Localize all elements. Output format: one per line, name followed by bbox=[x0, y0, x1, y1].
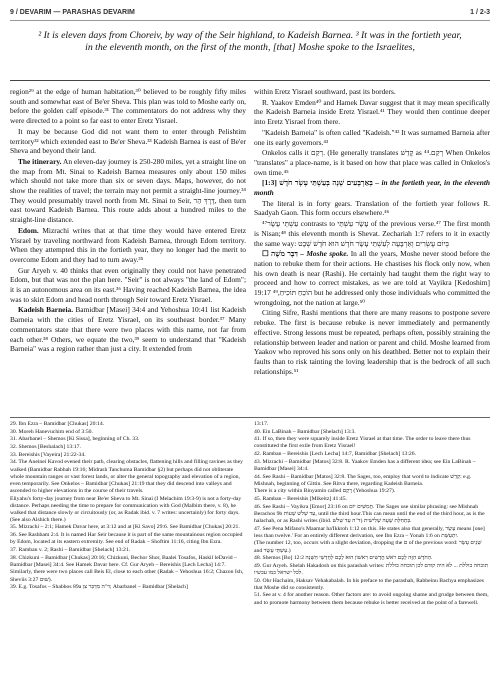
footnotes-left-column bbox=[10, 421, 246, 693]
footnote: 37. Ramban v. 2; Rashi – Bamidbar [Shelach] 13:21. bbox=[10, 546, 131, 553]
footnote: 34. The Aneinei Kavod evened their path, clearing obstacles, flattening hills and filling ravines as they walked (Bamidbar Rabbah 19:16; Midrash Tanchuma Bamidbar §2) but perhaps did not obliterate whole mountain ranges or vast forest lands, or alter the general topography and elevation of a region, even temporarily. See Onkelos – Bamidbar [Chukas] 21:19 that they did descend into valleys and ascended to higher elevations in the course of their travels. bbox=[10, 459, 244, 494]
footnote: 42. Ramban – Bereishis [Lech Lecha] 14:7, Bamidbar [Shelach] 13:26. bbox=[254, 451, 417, 458]
footnote: 39. E.g. Tosafos – Shabbos 89a ד"ה מִדְבַּר צִן; Abarbanel – Bamidbar [Shelach] bbox=[10, 584, 188, 591]
paragraph: It may be because God did not want them to enter through Pelishtim territory³² which extended east to Be'er Sheva.³³ Kadeish Barnea is east of Be'er Sheva and beyond their land. bbox=[10, 126, 246, 156]
paragraph-heading: Edom. bbox=[18, 225, 39, 235]
footnote: 36. See Rashbam 2:4. It is named Har Seir because it is part of the same mountainous region occupied by Edom, located at its eastern extremity. See end of Radak – Shoftim 11:16, citing Ibn Ezra. bbox=[10, 532, 243, 546]
footnote: 30. Moreh Hanevuchim end of 3:50. bbox=[10, 428, 93, 435]
dibbur-hamaschil: ☐ דִּבֶּר מֹשֶׁה – Moshe spoke. In all the years, Moshe never stood before the nation to rebuke them for their actions. He chastises his flock only now, when his own death is near (Rashi). He certainly had taught them the right way to proceed and how to correct mistakes, as we are told at Vayikra [Kedoshim] 19:17 הוֹכֵחַ תּוֹכִיחַ,⁴⁹ but he addressed only those individuals who committed the wrongdoing, not the nation at large.⁵⁰ bbox=[254, 249, 490, 307]
paragraph: עַשְׁתֵּי עָשָׂר⁴⁷ contrasts to עָשָׂר עַשְׁתֵּי of the previous verse.⁴⁷ The first month is Nisan;⁴⁸ this eleventh month is Shevat. Zechariah 1:7 refers to it in exactly the same way: בְּיוֹם עֶשְׂרִים וְאַרְבָּעָה לְעַשְׁתֵּי עָשָׂר חֹדֶשׁ הוּא חֹדֶשׁ שְׁבָט bbox=[254, 219, 490, 248]
footnote: 40. Ein LaBinah – Bamidbar [Shelach] 13:3. bbox=[254, 428, 356, 435]
paragraph: Citing Sifre, Rashi mentions that there are many reasons to postpone severe rebuke. The first is because rebuke is never immediately and permanently effective. Strong lessons must be repeated, perhaps often, possibly straining the relationship between leader and nation or parent and child. Moshe learned from Yaakov who reproved his sons only on his deathbed. Better not to explain their faults than to risk tainting the loving leadership that is the bedrock of all such relationships.⁵¹ bbox=[254, 308, 490, 376]
footnote: 35. Mizrachi – 2:1; Hamek Davar here, at 3:12 and at [Ki Savo] 29:6. See Bamidbar [Chukas] 20:21. bbox=[10, 524, 240, 531]
top-divider bbox=[10, 80, 490, 81]
footnote: 31. Abarbanel – Shemos [Ki Sissa], beginning of Ch. 33. bbox=[10, 436, 140, 443]
footnotes-right-column bbox=[254, 421, 490, 693]
footnote: Eliyahu's forty-day journey from near Be'er Sheva to Mt. Sinai (I Melachim 19:3-9) is not a forty-day distance. Perhaps needing the time to prepare for communication with God (Malbim there, v. 8), he walked that distance slowly or circuitously (or, as Radak ibid. v. 7 writes: uncertainly) for forty days. (See also Alshich there.) bbox=[10, 495, 242, 523]
footnote: 33. Bereishis [Vayeira] 21:22-34. bbox=[10, 451, 86, 458]
footnote: 46. See Rashi – Vayikra [Emor] 23:16 on חֲמִשִּׁים יוֹם. The Sages use similar phrasing: see Mishnah Berachos 9b עַד שְׁלֹשׁ שָׁעוֹת, until the third hour.This can mean until the end of the third hour, as is the halachah, or as Rashi writes (ibid. ד"ה עַד שְׁלֹשׁ) בְּתְחִלַּת שָׁעָה שְׁלִישִׁית. bbox=[254, 503, 485, 524]
paragraph: R. Yaakov Emden⁴⁰ and Hamek Davar suggest that it may mean specifically the Kadeish Barneia inside Eretz Yisrael.⁴¹ They would then continue deeper into Eretz Yisrael from there. bbox=[254, 97, 490, 127]
footnote: (The number 12, too, occurs with a slight deviation, dropping the ם of the previous word: שְׁנֵים עָשָׂר and עַשְׁתֵּי עָשָׂר.) bbox=[254, 540, 482, 554]
footnotes bbox=[10, 421, 490, 693]
dibbur-hamaschil: [1:3] בְּאַרְבָּעִים שָׁנָה בְּעַשְׁתֵּי עָשָׂר חֹדֶשׁ – in the fortieth year, in the eleventh month bbox=[254, 178, 490, 198]
footnote: 50. Ohr Hachaim, Haksav Vehakabalah. In his preface to the parashah, Rabbeinu Bachya emphasizes that Moshe did so consistently. bbox=[254, 577, 484, 591]
paragraph: region²⁹ at the edge of human habitation,³⁰ believed to be roughly fifty miles south and somewhat east of Be'er Sheva. This plan was told to Moshe early on, before the golden calf episode.³¹ The commentators do not address why they were directed to a point so far east to enter Eretz Yisrael. bbox=[10, 87, 246, 126]
paragraph: "Kadeish Barneia" is often called "Kadeish."⁴² It was surnamed Barneia after one its early governors.⁴³ bbox=[254, 127, 490, 147]
footnote: There is a city within Binyamin called רֶקֶם (Yehoshua 19:27). bbox=[254, 488, 396, 495]
page-header bbox=[10, 4, 490, 21]
commentary-left-column bbox=[10, 87, 246, 413]
footnote: 48. Shemos [Bo] 12:2 הַחֹדֶשׁ הַזֶּה לָכֶם רֹאשׁ חֳדָשִׁים רִאשׁוֹן הוּא לָכֶם לְחָדְשֵׁי הַשָּׁנָה. bbox=[254, 555, 433, 562]
paragraph: Gur Aryeh v. 40 thinks that even originally they could not have penetrated Edom, but that was not the plan here. "Seir" is not always "the land of Edom"; it is an autonomous area on its east.³⁶ Having reached Kadeish Barnea, the idea was to skirt Edom and head north through Seir toward Eretz Yisrael. bbox=[10, 265, 246, 304]
paragraph: The literal is in forty gears. Translation of the fortieth year follows R. Saadyah Gaon. This form occurs elsewhere.⁴⁶ bbox=[254, 198, 490, 218]
commentary-right-column bbox=[254, 87, 490, 413]
footnote: 49. Gur Aryeh. Shelah Hakadosh on this parashah writes: תוכחה כוללת ... לא היה קודם לכן תוכחה כוללת לכל ישראל כמו עכשיו. bbox=[254, 562, 489, 576]
verse-text: ² It is eleven days from Choreiv, by way of the Seir highland, to Kadeish Barnea. ³ It was in the fortieth year, in the eleventh month, on the first of the month, [that] Moshe spoke to the Israelites, bbox=[38, 30, 462, 54]
paragraph: within Eretz Yisrael southward, past its borders. bbox=[254, 87, 396, 96]
paragraph-heading: The itinerary. bbox=[18, 156, 62, 166]
footnote: 29. Ibn Ezra – Bamidbar [Chukas] 20:14. bbox=[10, 421, 105, 427]
footnote: 47. See Pena Mifano's Maamar ha'Ikkroh 1:12 on this. He states also that generally, עֶשֶׂר means [one] less than twelve.' For an entirely different derivation, see Ibn Ezra – Yonah 1:6 on יִתְעַשֵּׁת. bbox=[254, 525, 485, 539]
paragraph: Edom. Mizrachi writes that at that time they would have entered Eretz Yisrael by traveling northward from Kadeish Barnea, through Edom territory. When they attempted this in the fortieth year, they no longer had the merit to overcome Edom and they had to turn away.³⁵ bbox=[10, 225, 246, 264]
footnote: 13:17. bbox=[254, 421, 269, 427]
paragraph-heading: Kadeish Barneia. bbox=[18, 305, 74, 315]
commentary-body bbox=[10, 87, 490, 413]
footnote: 43. Mizrachi – Bamidbar [Matos] 32:8. R. Yaakov Emden has a different idea; see Ein LaBinah – Bamidbar [Masei] 34:4. bbox=[254, 458, 476, 472]
footnote: 38. Chizkuni – Bamidbar [Chukas] 20:16; Chizkuni, Bechor Shor, Baalei Tosafos, Haskil leDavid – Bamidbar [Masei] 34:4. See Hamek Davar here. Cf. Gur Aryeh – Bereishis [Lech Lecha] 14:7. bbox=[10, 554, 237, 568]
footnote: Similarly, there were two places call Beis El, close to each other (Radak – Yehoshua 16:2; Chazon Ish, Sheviis 3:27 שׁוּם). bbox=[10, 569, 244, 583]
footnote: 45. Ramban – Bereishis [Mikeitz] 41:45. bbox=[254, 496, 348, 503]
footnote: 51. See at v. 4 for another reason. Other factors are: to avoid ongoing shame and grudge between them, and to promote harmony between them because rebuke is better received at the point of a farewell. bbox=[254, 592, 489, 606]
footnote: 32. Shemos [Beshalach] 13:17. bbox=[10, 444, 81, 451]
page-number: 1 / 2-3 bbox=[470, 8, 490, 16]
running-head-left: 9 / DEVARIM — PARASHAS DEVARIM bbox=[10, 8, 135, 16]
paragraph: The itinerary. An eleven-day journey is 250-280 miles, yet a straight line on the map from Mt. Sinai to Kadeish Barnea measures only about 150 miles which should not take more than six or seven days. Maps, however, do not show the realities of travel; the terrain may not permit a straight-line journey.³⁴ They would presumably travel north from Mt. Sinai to Seir, דֶּרֶךְ הַר, then turn east toward Kadeish Barnea. This route adds about a hundred miles to the straight-line distance. bbox=[10, 156, 246, 225]
footnote: 44. See Rashi – Bamidbar [Matos] 32:8. The Sages, too, employ that word to indicate קָדֵשׁ: e.g. Mishnah, beginning of Gittin. See Ritva there, regarding Kadeish Barneia. bbox=[254, 473, 472, 487]
footnote-divider bbox=[10, 417, 490, 418]
paragraph: Onkelos calls it רְקַם. (He generally translates קָדֵשׁ as רְקַם.⁴⁴ When Onkelos "translates" a place-name, is it based on how that place was called in Onkelos's own time.⁴⁵ bbox=[254, 148, 490, 177]
footnote: 41. If so, then they were squarely inside Eretz Yisrael at that time. The order to leave there thus constituted the first exile from Eretz Yisrael! bbox=[254, 436, 471, 450]
paragraph: Kadeish Barneia. Bamidbar [Masei] 34:4 and Yehoshua 10:41 list Kadeish Barneia with the cities of Eretz Yisrael, on its southeast border.³⁷ Many commentators state that there were two places with this name, not far from each other.³⁸ Others, we equate the two,³⁹ seem to understand that "Kadeish Barneia" was a region rather than just a city. It extended from bbox=[10, 305, 246, 354]
